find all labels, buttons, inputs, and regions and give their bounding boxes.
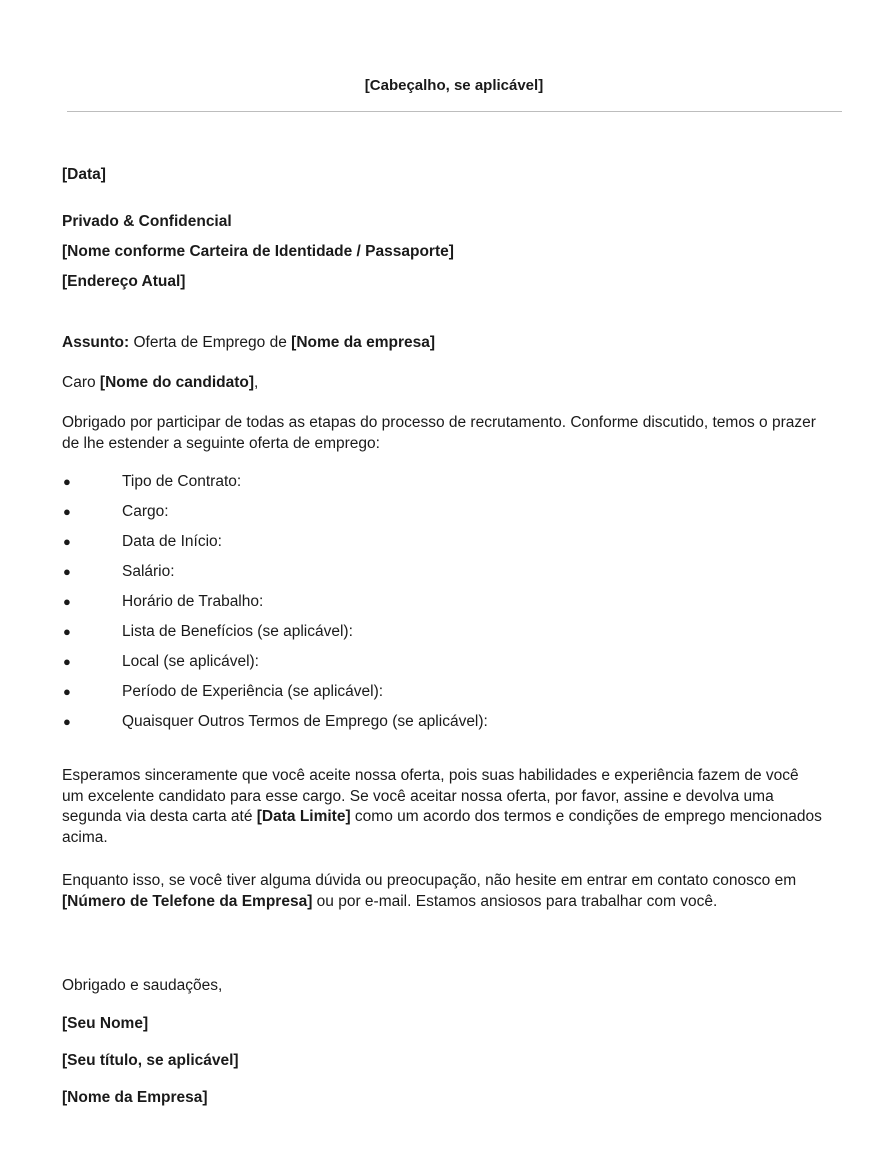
acceptance-text-start: Esperamos sinceramente que você aceite nossa oferta, pois suas habilidades e experiência fazem de você um excelente candidato para esse cargo. Se você aceitar nossa oferta, por favor, assine e devolva uma segunda via desta carta até <box>62 767 799 825</box>
confidential-label: Privado & Confidencial <box>62 213 232 230</box>
contact-paragraph <box>62 871 822 912</box>
bullet-icon: ● <box>63 654 71 669</box>
bullet-icon: ● <box>63 684 71 699</box>
term-label: Data de Início: <box>122 533 222 550</box>
salutation-name: [Nome do candidato] <box>99 374 255 391</box>
bullet-icon: ● <box>63 714 71 729</box>
sender-title: [Seu título, se aplicável] <box>62 1052 239 1069</box>
list-item <box>62 502 822 532</box>
sender-company: [Nome da Empresa] <box>62 1089 208 1106</box>
term-label: Tipo de Contrato: <box>122 473 242 490</box>
contact-text-end: ou por e-mail. Estamos ansiosos para trabalhar com você. <box>312 892 718 910</box>
bullet-icon: ● <box>63 594 71 609</box>
term-label: Período de Experiência (se aplicável): <box>122 683 384 700</box>
bullet-icon: ● <box>63 624 71 639</box>
contact-text-start: Enquanto isso, se você tiver alguma dúvida ou preocupação, não hesite em entrar em contato conosco em <box>62 872 797 889</box>
terms-list <box>62 472 822 742</box>
term-label: Lista de Benefícios (se aplicável): <box>122 623 353 640</box>
term-label: Quaisquer Outros Termos de Emprego (se aplicável): <box>122 713 488 730</box>
term-label: Local (se aplicável): <box>122 653 259 670</box>
term-label: Horário de Trabalho: <box>122 593 264 610</box>
recipient-name: [Nome conforme Carteira de Identidade / Passaporte] <box>62 243 454 260</box>
salutation-suffix: , <box>254 374 259 391</box>
salutation-prefix: Caro <box>62 374 100 391</box>
acceptance-paragraph <box>62 766 822 848</box>
sender-name: [Seu Nome] <box>62 1015 149 1032</box>
letter-date: [Data] <box>62 166 106 183</box>
list-item <box>62 682 822 712</box>
intro-paragraph: Obrigado por participar de todas as etapas do processo de recrutamento. Conforme discutido, temos o prazer de lhe estender a seguinte oferta de emprego: <box>62 414 816 452</box>
salutation <box>62 373 258 393</box>
term-label: Cargo: <box>122 503 169 520</box>
phone-placeholder: [Número de Telefone da Empresa] <box>62 892 313 910</box>
subject-company: [Nome da empresa] <box>291 334 436 351</box>
list-item <box>62 652 822 682</box>
list-item <box>62 562 822 592</box>
list-item <box>62 622 822 652</box>
bullet-icon: ● <box>63 534 71 549</box>
bullet-icon: ● <box>63 474 71 489</box>
term-label: Salário: <box>122 563 175 580</box>
subject-text: Oferta de Emprego de <box>129 334 292 351</box>
closing-line: Obrigado e saudações, <box>62 977 223 994</box>
recipient-address: [Endereço Atual] <box>62 273 186 290</box>
header-divider <box>67 111 842 112</box>
list-item <box>62 592 822 622</box>
list-item <box>62 472 822 502</box>
list-item <box>62 712 822 742</box>
header-title: [Cabeçalho, se aplicável] <box>364 77 544 94</box>
list-item <box>62 532 822 562</box>
bullet-icon: ● <box>63 564 71 579</box>
acceptance-text-end: como um acordo dos termos e condições de emprego mencionados acima. <box>62 808 822 846</box>
subject-label: Assunto: <box>62 334 130 351</box>
deadline-placeholder: [Data Limite] <box>256 808 351 825</box>
bullet-icon: ● <box>63 504 71 519</box>
subject-line <box>62 333 435 353</box>
